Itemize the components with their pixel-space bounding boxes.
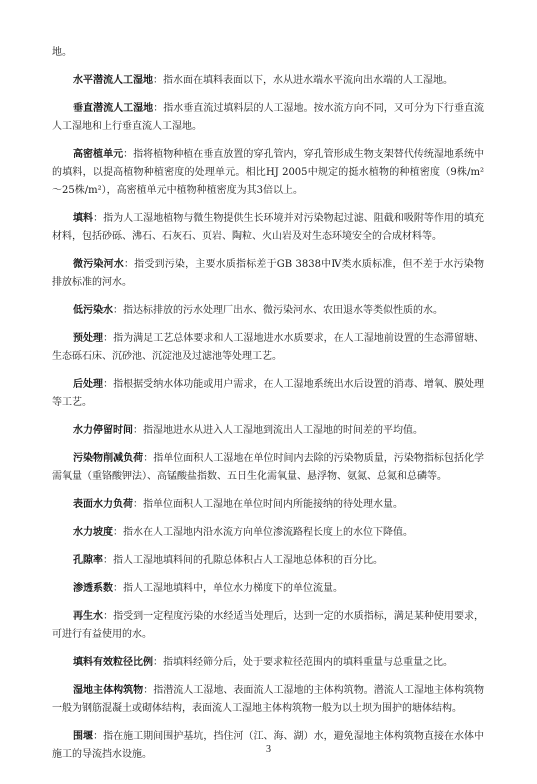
definition-text: ：指湿地进水从进入人工湿地到流出人工湿地的时间差的平均值。 — [133, 425, 423, 436]
term-label: 填料有效粒径比例 — [73, 657, 153, 668]
definition-pollutant-reduction-load — [52, 450, 484, 486]
definition-post-treatment — [52, 376, 484, 412]
definition-text: ：指受到一定程度污染的水经适当处理后，达到一定的水质指标，满足某种使用要求，可进行有益使用的水。 — [52, 611, 485, 640]
term-label: 高密植单元 — [73, 149, 124, 160]
definition-surface-hydraulic-load — [52, 496, 484, 514]
definition-porosity — [52, 552, 484, 570]
paragraph-text: 地。 — [52, 47, 72, 58]
definition-text: ：指填料经筛分后，处于要求粒径范围内的填料重量与总重量之比。 — [153, 657, 453, 668]
definition-pretreatment — [52, 330, 484, 366]
term-label: 水力停留时间 — [73, 425, 133, 436]
term-label: 低污染水 — [73, 305, 113, 316]
paragraph-continuation — [52, 44, 484, 62]
definition-low-pollution-water — [52, 302, 484, 320]
term-label: 孔隙率 — [73, 555, 103, 566]
page-number: 3 — [266, 744, 271, 755]
document-body — [52, 44, 484, 774]
term-label: 渗透系数 — [73, 583, 113, 594]
term-label: 再生水 — [73, 611, 104, 622]
definition-text: ：指人工湿地填料中，单位水力梯度下的单位流量。 — [113, 583, 343, 594]
definition-text: ：指单位面积人工湿地在单位时间内去除的污染物质量，污染物指标包括化学需氧量（重铬酸钾法）、高锰酸盐指数、五日生化需氧量、悬浮物、氨氮、总氮和总磷等。 — [52, 453, 485, 482]
definition-text: ：指水在人工湿地内沿水流方向单位渗流路程长度上的水位下降值。 — [113, 527, 413, 538]
definition-text: ：指受到污染，主要水质指标差于GB 3838中Ⅳ类水质标准，但不差于水污染物排放标准的河水。 — [52, 259, 484, 288]
definition-text: ：指潜流人工湿地、表面流人工湿地的主体构筑物。潜流人工湿地主体构筑物一般为钢筋混凝土或砌体结构，表面流人工湿地主体构筑物一般为以土坝为围护的塘体结构。 — [52, 685, 485, 714]
term-label: 微污染河水 — [73, 259, 124, 270]
term-label: 填料 — [73, 213, 94, 224]
definition-text: ：指在施工期间围护基坑，挡住河（江、海、湖）水，避免湿地主体构筑物直接在水体中施工的导流挡水设施。 — [52, 731, 485, 760]
definition-text: ：指根据受纳水体功能或用户需求，在人工湿地系统出水后设置的消毒、增氧、膜处理等工艺。 — [52, 379, 485, 408]
definition-text: ：指人工湿地填料间的孔隙总体积占人工湿地总体积的百分比。 — [103, 555, 383, 566]
term-label: 污染物削减负荷 — [73, 453, 144, 464]
term-label: 后处理 — [73, 379, 104, 390]
definition-text: ：指单位面积人工湿地在单位时间内所能接纳的待处理水量。 — [133, 499, 403, 510]
definition-hydraulic-retention-time — [52, 422, 484, 440]
definition-high-density-planting-unit — [52, 146, 484, 200]
term-label: 围堰 — [73, 731, 94, 742]
definition-text: ：指达标排放的污水处理厂出水、微污染河水、农田退水等类似性质的水。 — [113, 305, 443, 316]
term-label: 表面水力负荷 — [73, 499, 133, 510]
definition-text: ：指为人工湿地植物与微生物提供生长环境并对污染物起过滤、阻截和吸附等作用的填充材料，包括砂砾、沸石、石灰石、页岩、陶粒、火山岩及对生态环境安全的合成材料等。 — [52, 213, 485, 242]
definition-permeability-coefficient — [52, 580, 484, 598]
definition-reclaimed-water — [52, 608, 484, 644]
definition-text: ：指水面在填料表面以下，水从进水端水平流向出水端的人工湿地。 — [153, 75, 453, 86]
definition-text: ：指水垂直流过填料层的人工湿地。按水流方向不同，又可分为下行垂直流人工湿地和上行垂直流人工湿地。 — [52, 103, 485, 132]
definition-hydraulic-gradient — [52, 524, 484, 542]
definition-text: ：指将植物种植在垂直放置的穿孔管内，穿孔管形成生物支架替代传统湿地系统中的填料，以提高植物种植密度的处理单元。相比HJ 2005中规定的挺水植物的种植密度（9株/m²～25株/m²），高密植单元中植物种植密度为其3倍以上。 — [52, 149, 484, 196]
definition-filler — [52, 210, 484, 246]
term-label: 湿地主体构筑物 — [73, 685, 144, 696]
definition-slightly-polluted-river-water — [52, 256, 484, 292]
term-label: 预处理 — [73, 333, 104, 344]
definition-filler-effective-size-ratio — [52, 654, 484, 672]
definition-horizontal-subsurface-wetland — [52, 72, 484, 90]
definition-wetland-main-structure — [52, 682, 484, 718]
term-label: 水力坡度 — [73, 527, 113, 538]
definition-vertical-subsurface-wetland — [52, 100, 484, 136]
term-label: 水平潜流人工湿地 — [73, 75, 153, 86]
definition-text: ：指为满足工艺总体要求和人工湿地进水水质要求，在人工湿地前设置的生态滞留塘、生态砾石床、沉砂池、沉淀池及过滤池等处理工艺。 — [52, 333, 485, 362]
term-label: 垂直潜流人工湿地 — [73, 103, 154, 114]
